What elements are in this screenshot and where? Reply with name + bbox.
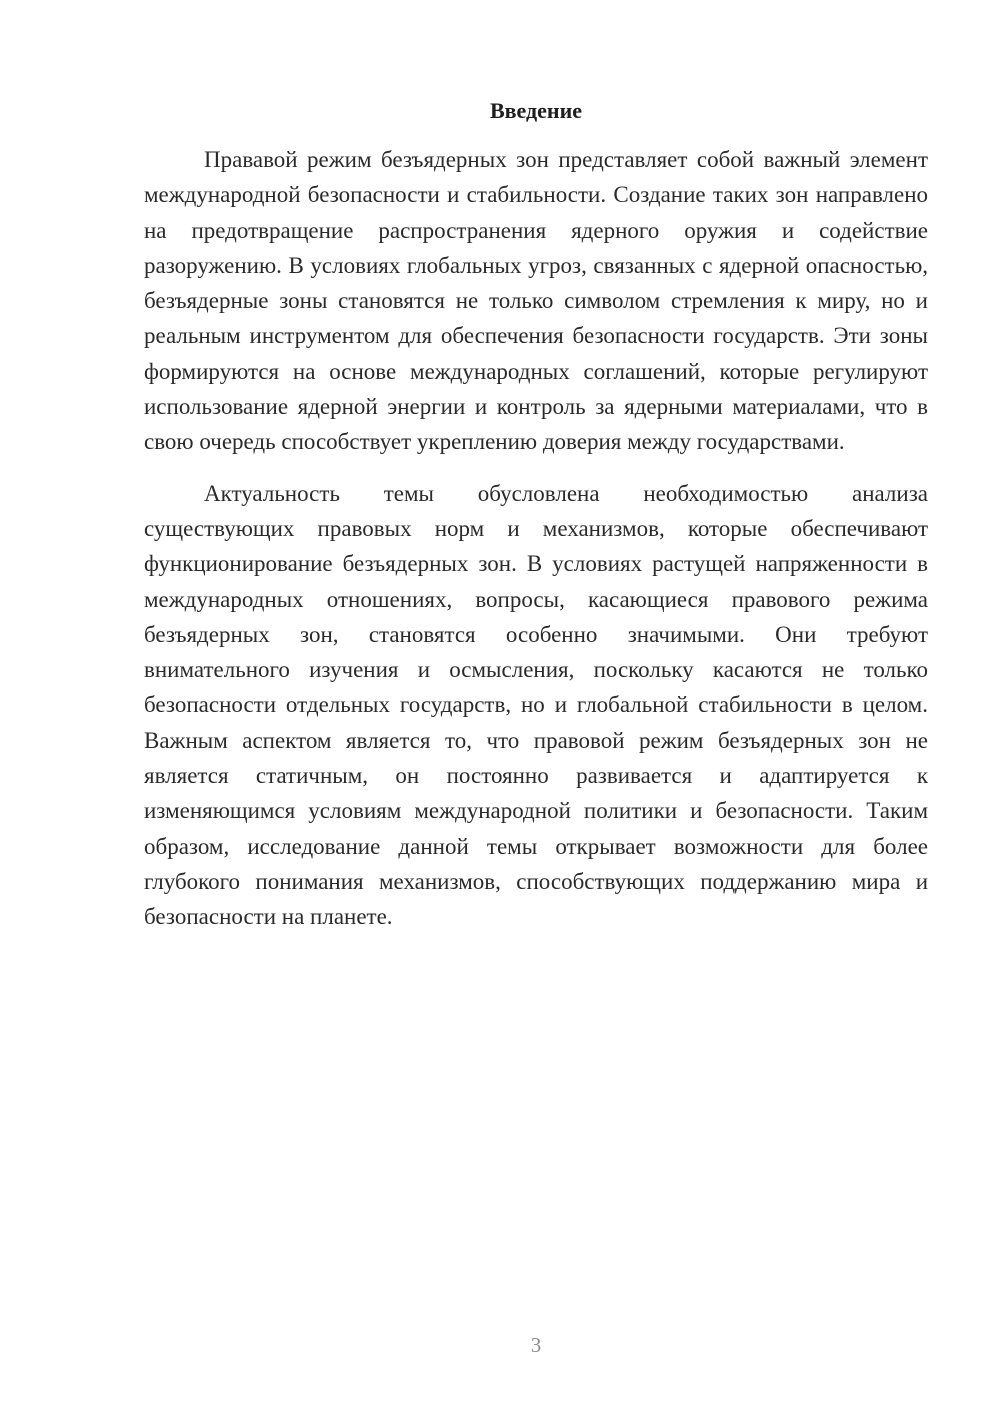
paragraph-introduction: Прававой режим безъядерных зон представляет собой важный элемент международной безопасности и стабильности. Создание таких зон направлено на предотвращение распространения ядерного оружия и содействие разоружению. В условиях глобальных угроз, связанных с ядерной опасностью, безъядерные зоны становятся не только символом стремления к миру, но и реальным инструментом для обеспечения безопасности государств. Эти зоны формируются на основе международных соглашений, которые регулируют использование ядерной энергии и контроль за ядерными материалами, что в свою очередь способствует укреплению доверия между государствами.: [144, 147, 928, 455]
paragraph-relevance: Актуальность темы обусловлена необходимостью анализа существующих правовых норм и механизмов, которые обеспечивают функционирование безъядерных зон. В условиях растущей напряженности в международных отношениях, вопросы, касающиеся правового режима безъядерных зон, становятся особенно значимыми. Они требуют внимательного изучения и осмысления, поскольку касаются не только безопасности отдельных государств, но и глобальной стабильности в целом. Важным аспектом является то, что правовой режим безъядерных зон не является статичным, он постоянно развивается и адаптируется к изменяющимся условиям международной политики и безопасности. Таким образом, исследование данной темы открывает возможности для более глубокого понимания механизмов, способствующих поддержанию мира и безопасности на планете.: [144, 480, 928, 930]
page-number: 3: [530, 1333, 542, 1357]
section-heading: Введение: [489, 98, 583, 123]
body-text: [144, 142, 928, 935]
